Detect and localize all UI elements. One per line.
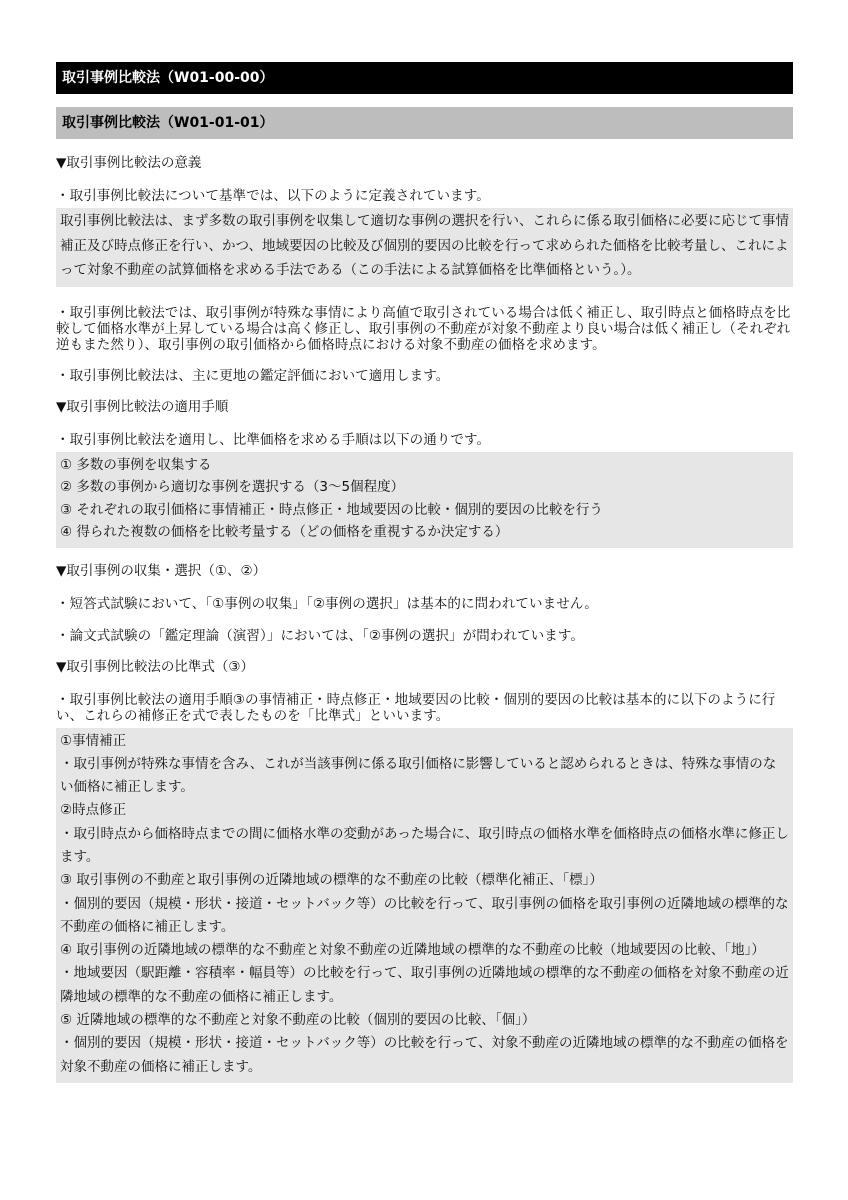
formula-item-text: ・取引事例が特殊な事情を含み、これが当該事例に係る取引価格に影響していると認められるときは、特殊な事情のない価格に補正します。 <box>60 755 777 796</box>
formula-item-title: ⑤ 近隣地域の標準的な不動産と対象不動産の比較（個別的要因の比較、「個」） <box>60 1012 536 1029</box>
sub-title-bar: 取引事例比較法（W01-01-01） <box>56 107 793 139</box>
formula-item-text: ・取引時点から価格時点までの間に価格水準の変動があった場合に、取引時点の価格水準を価格時点の価格水準に修正します。 <box>60 825 789 865</box>
formula-item-title: ②時点修正 <box>60 802 127 819</box>
section-heading-meaning: ▼取引事例比較法の意義 <box>56 155 202 171</box>
formula-item-text: ・地域要因（駅距離・容積率・幅員等）の比較を行って、取引事例の近隣地域の標準的な不動産の価格を対象不動産の近隣地域の標準的な不動産の価格に補正します。 <box>60 965 789 1005</box>
note-adjustment: ・取引事例比較法では、取引事例が特殊な事情により高値で取引されている場合は低く補正し、取引時点と価格時点を比較して価格水準が上昇している場合は高く修正し、取引事例の不動産が対象不動産より良い場合は低く補正し（それぞれ逆もまた然り）、取引事例の取引価格から価格時点における対象不動産の価格を求めます。 <box>56 304 791 353</box>
note-application: ・取引事例比較法は、主に更地の鑑定評価において適用します。 <box>56 367 450 384</box>
procedure-step: ② 多数の事例から適切な事例を選択する（3〜5個程度） <box>60 479 405 495</box>
formula-item-title: ③ 取引事例の不動産と取引事例の近隣地域の標準的な不動産の比較（標準化補正、「標」） <box>60 872 603 889</box>
formula-item-text: ・個別的要因（規模・形状・接道・セットバック等）の比較を行って、取引事例の価格を取引事例の近隣地域の標準的な不動産の価格に補正します。 <box>60 895 789 935</box>
note-essay: ・論文式試験の「鑑定理論（演習）」においては、「②事例の選択」が問われています。 <box>56 627 585 644</box>
formula-box <box>56 728 793 1083</box>
procedure-step: ① 多数の事例を収集する <box>60 456 212 473</box>
formula-item-text: ・個別的要因（規模・形状・接道・セットバック等）の比較を行って、対象不動産の近隣地域の標準的な不動産の価格を対象不動産の価格に補正します。 <box>60 1035 789 1075</box>
section-heading-formula: ▼取引事例比較法の比準式（③） <box>56 658 254 675</box>
formula-item-title: ①事情補正 <box>60 732 127 749</box>
formula-item-title: ④ 取引事例の近隣地域の標準的な不動産と対象不動産の近隣地域の標準的な不動産の比較（地域要因の比較、「地」） <box>60 942 765 959</box>
section-intro-definition: ・取引事例比較法について基準では、以下のように定義されています。 <box>56 188 490 204</box>
section-heading-collection: ▼取引事例の収集・選択（①、②） <box>56 562 267 579</box>
note-short-answer: ・短答式試験において、「①事例の収集」「②事例の選択」は基本的に問われていません。 <box>56 595 598 612</box>
procedure-step: ③ それぞれの取引価格に事情補正・時点修正・地域要因の比較・個別的要因の比較を行う <box>60 501 603 518</box>
procedure-step: ④ 得られた複数の価格を比較考量する（どの価格を重視するか決定する） <box>60 524 509 540</box>
document-page <box>56 62 793 1083</box>
section-heading-procedure: ▼取引事例比較法の適用手順 <box>56 398 229 415</box>
section-intro-formula: ・取引事例比較法の適用手順③の事情補正・時点修正・地域要因の比較・個別的要因の比較は基本的に以下のように行い、これらの補修正を式で表したものを「比準式」といいます。 <box>56 691 776 724</box>
main-title-bar: 取引事例比較法（W01-00-00） <box>56 62 793 94</box>
procedure-steps-box <box>56 452 793 548</box>
section-intro-procedure: ・取引事例比較法を適用し、比準価格を求める手順は以下の通りです。 <box>56 431 491 448</box>
definition-text: 取引事例比較法は、まず多数の取引事例を収集して適切な事例の選択を行い、これらに係る取引価格に必要に応じて事情補正及び時点修正を行い、かつ、地域要因の比較及び個別的要因の比較を行って求められた価格を比較考量し、これによって対象不動産の試算価格を求める手法である（この手法による試算価格を比準価格という。）。 <box>60 213 789 278</box>
definition-box <box>56 208 793 287</box>
